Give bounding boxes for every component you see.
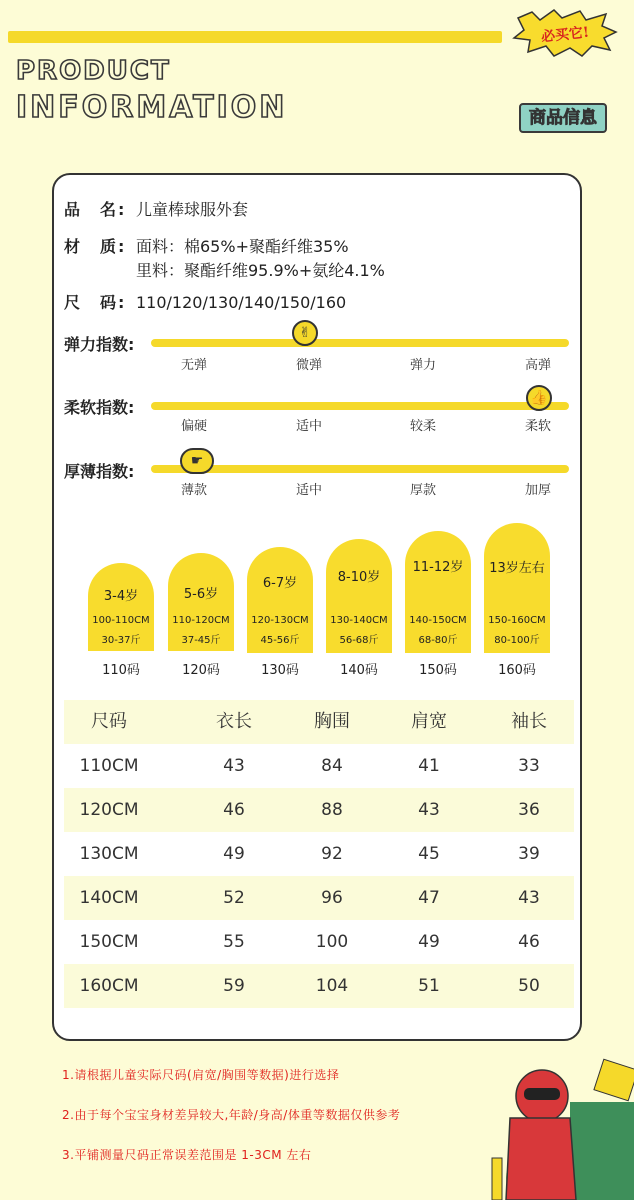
table-cell: 140CM bbox=[79, 888, 139, 908]
size-weight: 30-37斤 bbox=[101, 635, 141, 646]
table-cell: 49 bbox=[223, 844, 245, 864]
size-code: 140码 bbox=[340, 663, 378, 678]
size-weight: 56-68斤 bbox=[339, 635, 379, 646]
size-guide-col bbox=[484, 523, 550, 683]
size-age: 3-4岁 bbox=[103, 589, 139, 604]
table-cell: 96 bbox=[321, 888, 343, 908]
name-value: 儿童棒球服外套 bbox=[136, 200, 249, 219]
table-cell: 50 bbox=[518, 976, 540, 996]
title-product: PRODUCT bbox=[16, 56, 171, 86]
softness-label: 柔软指数: bbox=[64, 398, 135, 417]
table-cell: 36 bbox=[518, 800, 540, 820]
size-code: 120码 bbox=[182, 663, 220, 678]
thickness-bar bbox=[151, 465, 569, 473]
table-cell: 46 bbox=[518, 932, 540, 952]
material-value-2: 里料：聚酯纤维95.9%+氨纶4.1% bbox=[136, 261, 385, 280]
table-cell: 84 bbox=[321, 756, 343, 776]
table-cell: 46 bbox=[223, 800, 245, 820]
size-guide-col bbox=[326, 539, 392, 683]
table-cell: 55 bbox=[223, 932, 245, 952]
table-cell: 88 bbox=[321, 800, 343, 820]
softness-tick: 较柔 bbox=[409, 419, 436, 434]
table-cell: 59 bbox=[223, 976, 245, 996]
softness-tick: 偏硬 bbox=[180, 419, 207, 434]
thickness-tick: 薄款 bbox=[180, 483, 207, 498]
table-row bbox=[64, 876, 574, 920]
table-cell: 160CM bbox=[79, 976, 139, 996]
product-info-badge: 商品信息 bbox=[519, 103, 607, 133]
softness-bar bbox=[151, 402, 569, 410]
table-row bbox=[64, 964, 574, 1008]
elasticity-tick: 微弹 bbox=[295, 358, 322, 373]
size-age: 13岁左右 bbox=[489, 561, 545, 576]
table-cell: 43 bbox=[223, 756, 245, 776]
size-weight: 68-80斤 bbox=[418, 635, 458, 646]
elasticity-tick: 弹力 bbox=[409, 358, 436, 373]
size-code: 150码 bbox=[419, 663, 457, 678]
material-key: 材 质: bbox=[64, 237, 127, 256]
thickness-tick: 适中 bbox=[295, 483, 322, 498]
size-weight: 37-45斤 bbox=[181, 635, 221, 646]
pointing-hand-icon: ☛ bbox=[180, 448, 214, 474]
table-header-cell: 肩宽 bbox=[411, 711, 447, 732]
thumbs-up-icon: 👍 bbox=[526, 385, 552, 411]
thickness-label: 厚薄指数: bbox=[64, 462, 135, 481]
size-value: 110/120/130/140/150/160 bbox=[136, 293, 347, 312]
softness-tick: 适中 bbox=[295, 419, 322, 434]
note-3: 3.平铺测量尺码正常误差范围是 1-3CM 左右 bbox=[62, 1148, 312, 1162]
size-age: 6-7岁 bbox=[262, 576, 298, 591]
table-cell: 49 bbox=[418, 932, 440, 952]
table-header-cell: 胸围 bbox=[314, 711, 350, 732]
size-row bbox=[64, 290, 346, 313]
table-row bbox=[64, 788, 574, 832]
table-cell: 92 bbox=[321, 844, 343, 864]
table-cell: 150CM bbox=[79, 932, 139, 952]
elasticity-bar bbox=[151, 339, 569, 347]
note-2: 2.由于每个宝宝身材差异较大,年龄/身高/体重等数据仅供参考 bbox=[62, 1108, 401, 1122]
size-height: 100-110CM bbox=[92, 615, 150, 626]
table-cell: 120CM bbox=[79, 800, 139, 820]
measurement-table bbox=[64, 700, 574, 1008]
table-row bbox=[64, 744, 574, 788]
thickness-tick: 加厚 bbox=[524, 483, 551, 498]
size-height: 130-140CM bbox=[330, 615, 388, 626]
table-cell: 104 bbox=[315, 976, 349, 996]
elasticity-tick: 高弹 bbox=[524, 358, 551, 373]
size-height: 140-150CM bbox=[409, 615, 467, 626]
size-guide-col bbox=[168, 553, 234, 683]
size-age: 8-10岁 bbox=[337, 570, 381, 585]
table-cell: 51 bbox=[418, 976, 440, 996]
size-height: 150-160CM bbox=[488, 615, 546, 626]
material-value-1: 面料：棉65%+聚酯纤维35% bbox=[136, 237, 349, 256]
size-guide-col bbox=[88, 563, 154, 683]
size-key: 尺 码: bbox=[64, 293, 127, 312]
table-cell: 47 bbox=[418, 888, 440, 908]
sticker-text: 必买它! bbox=[540, 24, 590, 46]
size-weight: 45-56斤 bbox=[260, 635, 300, 646]
table-cell: 110CM bbox=[79, 756, 139, 776]
size-guide-col bbox=[405, 531, 471, 683]
size-code: 160码 bbox=[498, 663, 536, 678]
table-header-row bbox=[64, 700, 574, 744]
product-info-card bbox=[52, 173, 582, 1041]
name-key: 品 名: bbox=[64, 200, 127, 219]
size-height: 120-130CM bbox=[251, 615, 309, 626]
table-cell: 130CM bbox=[79, 844, 139, 864]
cartoon-character-icon bbox=[480, 1058, 634, 1200]
size-code: 130码 bbox=[261, 663, 299, 678]
table-cell: 43 bbox=[518, 888, 540, 908]
table-cell: 45 bbox=[418, 844, 440, 864]
softness-tick: 柔软 bbox=[524, 419, 551, 434]
table-cell: 100 bbox=[315, 932, 349, 952]
elasticity-tick: 无弹 bbox=[180, 358, 207, 373]
material-row-2 bbox=[136, 258, 385, 281]
table-row bbox=[64, 832, 574, 876]
thickness-tick: 厚款 bbox=[409, 483, 436, 498]
note-1: 1.请根据儿童实际尺码(肩宽/胸围等数据)进行选择 bbox=[62, 1068, 340, 1082]
size-code: 110码 bbox=[102, 663, 140, 678]
table-row bbox=[64, 920, 574, 964]
title-information: INFORMATION bbox=[16, 90, 288, 125]
table-cell: 43 bbox=[418, 800, 440, 820]
hand-pointer-icon: ✌ bbox=[292, 320, 318, 346]
size-guide-col bbox=[247, 547, 313, 683]
name-row bbox=[64, 197, 248, 220]
size-age: 5-6岁 bbox=[183, 587, 219, 602]
table-cell: 41 bbox=[418, 756, 440, 776]
table-cell: 33 bbox=[518, 756, 540, 776]
table-cell: 52 bbox=[223, 888, 245, 908]
table-header-cell: 衣长 bbox=[216, 711, 252, 732]
top-accent-bar bbox=[8, 31, 502, 43]
size-height: 110-120CM bbox=[172, 615, 230, 626]
table-cell: 39 bbox=[518, 844, 540, 864]
table-header-cell: 袖长 bbox=[511, 711, 547, 732]
size-weight: 80-100斤 bbox=[494, 635, 540, 646]
size-age: 11-12岁 bbox=[412, 560, 464, 575]
elasticity-label: 弹力指数: bbox=[64, 335, 135, 354]
material-row bbox=[64, 234, 349, 257]
table-header-cell: 尺码 bbox=[91, 711, 127, 732]
